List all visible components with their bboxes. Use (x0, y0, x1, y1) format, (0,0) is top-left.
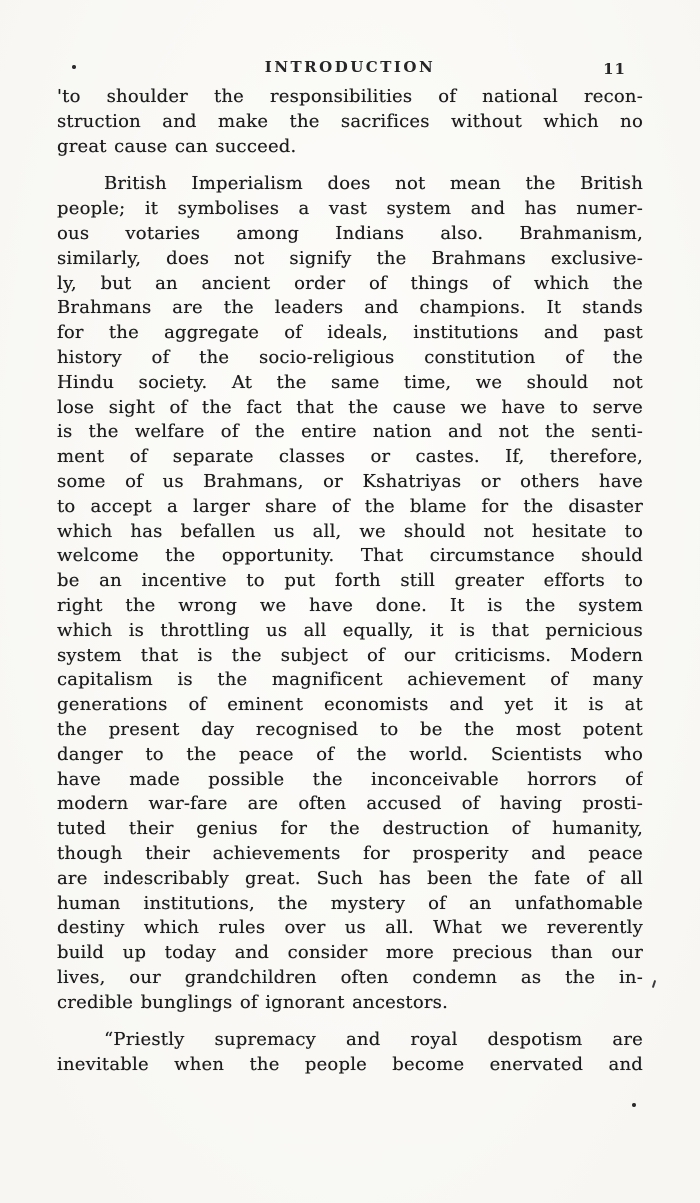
text-line: ly, but an ancient order of things of which the (57, 272, 643, 294)
text-line: which has befallen us all, we should not hesitate to (57, 520, 643, 542)
text-line: destiny which rules over us all. What we reverently (57, 917, 643, 939)
text-line: lives, our grandchildren often condemn as the in- (57, 966, 643, 988)
text-line: are indescribably great. Such has been the fate of all (57, 867, 643, 889)
paragraph (57, 172, 643, 1015)
text-line: Hindu society. At the same time, we should not (57, 371, 643, 393)
text-line: to accept a larger share of the blame for the disaster (57, 495, 643, 517)
text-line: great cause can succeed. (57, 135, 297, 157)
ink-speck-icon (652, 980, 656, 988)
text-line: similarly, does not signify the Brahmans exclusive- (57, 247, 643, 269)
text-line: which is throttling us all equally, it is that pernicious (57, 619, 643, 641)
page-number: 11 (603, 60, 626, 78)
text-line: for the aggregate of ideals, institutions and past (57, 322, 643, 344)
text-line: tuted their genius for the destruction of humanity, (57, 818, 643, 840)
ink-speck-icon (632, 1103, 636, 1107)
text-line: ous votaries among Indians also. Brahmanism, (57, 222, 643, 244)
text-line: “Priestly supremacy and royal despotism are (104, 1029, 643, 1051)
text-line: Brahmans are the leaders and champions. It stands (57, 297, 643, 319)
text-line: generations of eminent economists and yet it is at (57, 694, 643, 716)
text-line: system that is the subject of our criticisms. Modern (57, 644, 643, 666)
text-line: struction and make the sacrifices without which no (57, 110, 643, 132)
text-line: British Imperialism does not mean the British (104, 173, 643, 195)
text-line: inevitable when the people become enervated and (57, 1054, 643, 1076)
text-line: is the welfare of the entire nation and not the senti- (57, 421, 643, 443)
text-line: capitalism is the magnificent achievement of many (57, 669, 643, 691)
text-line: lose sight of the fact that the cause we have to serve (57, 396, 643, 418)
text-line: though their achievements for prosperity and peace (57, 842, 643, 864)
page-text (57, 85, 643, 1078)
paragraph (57, 85, 643, 159)
text-line: some of us Brahmans, or Kshatriyas or others have (57, 470, 643, 492)
text-line: have made possible the inconceivable horrors of (57, 768, 643, 790)
text-line: human institutions, the mystery of an unfathomable (57, 892, 643, 914)
text-line: credible bunglings of ignorant ancestors. (57, 991, 449, 1013)
text-line: build up today and consider more precious than our (57, 942, 643, 964)
text-line: 'to shoulder the responsibilities of national recon- (57, 86, 643, 107)
text-line: danger to the peace of the world. Scientists who (57, 743, 643, 765)
text-line: be an incentive to put forth still greater efforts to (57, 570, 643, 592)
text-line: welcome the opportunity. That circumstance should (57, 545, 643, 567)
text-line: ment of separate classes or castes. If, therefore, (57, 446, 643, 468)
text-line: people; it symbolises a vast system and has numer- (57, 198, 643, 220)
paragraph (57, 1028, 643, 1078)
text-line: history of the socio-religious constitution of the (57, 346, 643, 368)
chapter-title: INTRODUCTION (264, 58, 436, 76)
text-line: modern war-fare are often accused of having prosti- (57, 793, 643, 815)
text-line: the present day recognised to be the most potent (57, 718, 643, 740)
text-line: right the wrong we have done. It is the system (57, 594, 643, 616)
